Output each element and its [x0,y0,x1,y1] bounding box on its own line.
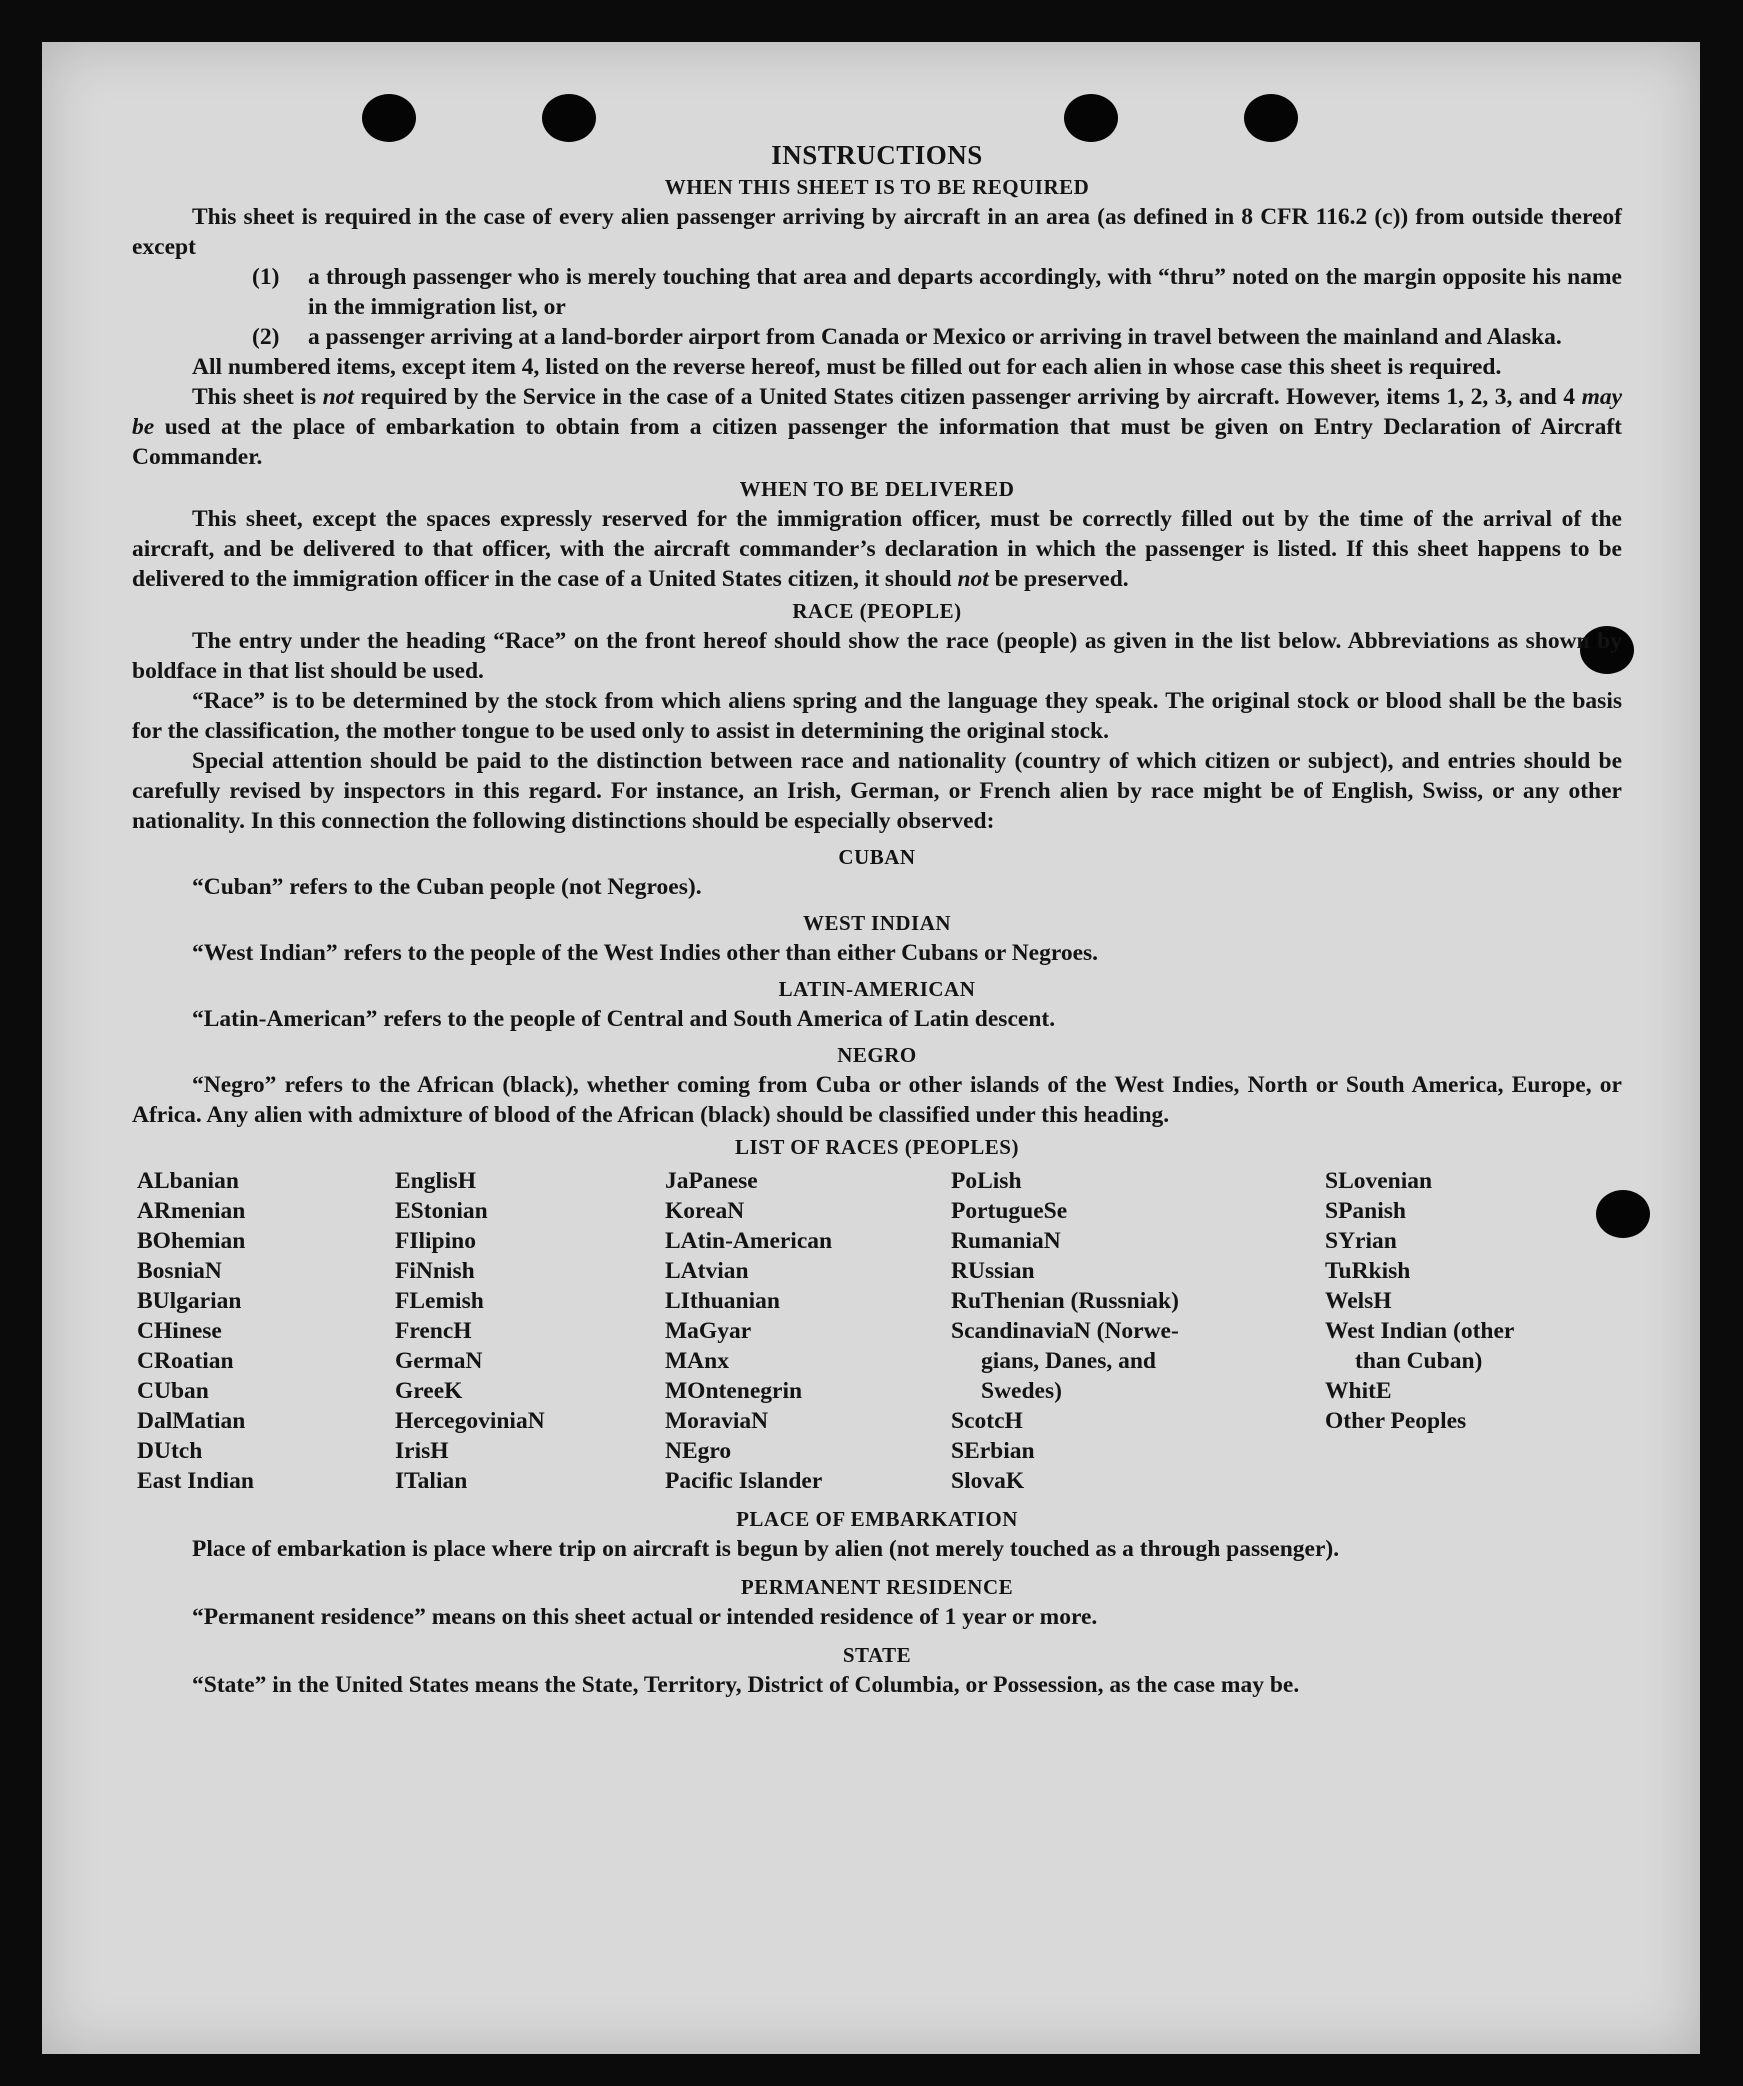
race-entry: BosniaN [137,1258,222,1284]
race-entry: EStonian [395,1198,488,1224]
exception-item [252,262,1622,322]
race-entry: LIthuanian [665,1288,780,1314]
race-entry: ITalian [395,1468,468,1494]
paragraph-residence: “Permanent residence” means on this sheet actual or intended residence of 1 year or more. [192,1604,1098,1630]
race-entry: DUtch [137,1438,203,1464]
paragraph-state: “State” in the United States means the State, Territory, District of Columbia, or Possession, as the case may be. [192,1672,1300,1698]
race-entry: CUban [137,1378,209,1404]
section-heading-embarkation: PLACE OF EMBARKATION [736,1507,1018,1531]
section-heading-races-list: LIST OF RACES (PEOPLES) [735,1135,1019,1159]
section-heading-race: RACE (PEOPLE) [792,599,962,623]
races-list [137,1166,1622,1496]
citizen-emphasis-not: not [322,384,354,410]
race-entry: SYrian [1325,1228,1397,1254]
race-entry: FrencH [395,1318,472,1344]
race-entry-continued: gians, Danes, and [981,1348,1156,1374]
race-entry: WhitE [1325,1378,1392,1404]
paragraph-when-required-intro: This sheet is required in the case of every alien passenger arriving by aircraft in an area (as defined in 8 CFR 116.2 (c)) from outside thereof except [132,204,1622,260]
exception-number: (1) [252,264,280,290]
delivered-text-a: This sheet, except the spaces expressly reserved for the immigration officer, must be correctly filled out by the time of the arrival of the aircraft, and be delivered to that officer, with the aircraft commander’s declaration in which the passenger is listed. If this sheet happens to be delivered to the immigration officer in the case of a United States citizen, it should [132,506,1622,592]
delivered-text-b: be preserved. [994,566,1129,592]
race-entry: SlovaK [951,1468,1025,1494]
punch-hole [542,94,596,142]
race-entry: MoraviaN [665,1408,769,1434]
definition-text: “Negro” refers to the African (black), whether coming from Cuba or other islands of the West Indies, North or South America, Europe, or Africa. Any alien with admixture of blood of the African (black) should be classified under this heading. [132,1072,1622,1128]
race-entry: MAnx [665,1348,729,1374]
paragraph-embarkation: Place of embarkation is place where trip on aircraft is begun by alien (not merely touched as a through passenger). [192,1536,1340,1562]
paragraph-race-3: Special attention should be paid to the distinction between race and nationality (country of which citizen or subject), and entries should be carefully revised by inspectors in this regard. For instance, an Irish, German, or French alien by race might be of English, Swiss, or any other nationality. In this connection the following distinctions should be especially observed: [132,748,1622,834]
exception-text: a passenger arriving at a land-border airport from Canada or Mexico or arriving in travel between the mainland and Alaska. [308,324,1562,350]
race-entry: PortugueSe [951,1198,1068,1224]
race-entry: East Indian [137,1468,254,1494]
paragraph-race-2: “Race” is to be determined by the stock from which aliens spring and the language they speak. The original stock or blood shall be the basis for the classification, the mother tongue to be used only to assist in determining the original stock. [132,688,1622,744]
race-entry: IrisH [395,1438,449,1464]
exception-text: a through passenger who is merely touching that area and departs accordingly, with “thru” noted on the margin opposite his name in the immigration list, or [308,264,1622,320]
definition-text: “Cuban” refers to the Cuban people (not Negroes). [192,874,702,900]
race-entry: DalMatian [137,1408,246,1434]
citizen-text-b: required by the Service in the case of a United States citizen passenger arriving by aircraft. However, items 1, 2, 3, and 4 [360,384,1576,410]
race-entry: Pacific Islander [665,1468,823,1494]
definition-heading: CUBAN [838,845,916,869]
races-column [665,1166,951,1496]
race-entry: MOntenegrin [665,1378,803,1404]
delivered-emphasis-not: not [957,566,989,592]
definition-heading: WEST INDIAN [802,911,952,935]
section-heading-when-delivered: WHEN TO BE DELIVERED [739,477,1015,501]
definition-text: “Latin-American” refers to the people of Central and South America of Latin descent. [192,1006,1056,1032]
race-entry: GreeK [395,1378,463,1404]
race-entry: RumaniaN [951,1228,1061,1254]
races-column [137,1166,395,1496]
race-entry: RUssian [951,1258,1035,1284]
definition-heading: NEGRO [837,1043,917,1067]
race-entry: HercegoviniaN [395,1408,545,1434]
race-entry: BOhemian [137,1228,246,1254]
race-entry: PoLish [951,1168,1022,1194]
race-entry: EnglisH [395,1168,476,1194]
paragraph-race-1: The entry under the heading “Race” on the front hereof should show the race (people) as given in the list below. Abbreviations as shown by boldface in that list should be used. [132,628,1622,684]
paragraph-citizen [132,382,1622,472]
race-entry: ALbanian [137,1168,239,1194]
race-entry: West Indian (other [1325,1318,1515,1344]
race-entry: SLovenian [1325,1168,1433,1194]
race-entry: KoreaN [665,1198,745,1224]
race-entry: CHinese [137,1318,222,1344]
race-entry: FIlipino [395,1228,476,1254]
race-entry: LAtin-American [665,1228,833,1254]
definition-text: “West Indian” refers to the people of the West Indies other than either Cubans or Negroes. [192,940,1099,966]
punch-hole [1064,94,1118,142]
race-entry: NEgro [665,1438,732,1464]
race-entry: LAtvian [665,1258,749,1284]
punch-hole [362,94,416,142]
races-column [395,1166,665,1496]
races-column [1325,1166,1625,1496]
race-entry-continued: Swedes) [981,1378,1062,1404]
exception-number: (2) [252,324,280,350]
citizen-emphasis-may-be: may be [132,384,1623,440]
page-title: INSTRUCTIONS [771,140,983,170]
citizen-text-a: This sheet is [192,384,317,410]
race-entry: RuThenian (Russniak) [951,1288,1179,1314]
exception-item [252,322,1622,352]
section-heading-state: STATE [842,1643,912,1667]
section-heading-when-required: WHEN THIS SHEET IS TO BE REQUIRED [664,175,1090,199]
race-entry: GermaN [395,1348,483,1374]
race-entry: ScandinaviaN (Norwe- [951,1318,1179,1344]
race-entry: TuRkish [1325,1258,1411,1284]
section-heading-residence: PERMANENT RESIDENCE [740,1575,1014,1599]
race-entry: CRoatian [137,1348,234,1374]
race-entry: JaPanese [665,1168,758,1194]
race-entry: Other Peoples [1325,1408,1467,1434]
paragraph-numbered-items: All numbered items, except item 4, listed on the reverse hereof, must be filled out for each alien in whose case this sheet is required. [192,354,1502,380]
race-entry: ScotcH [951,1408,1023,1434]
instructions-content [132,140,1622,1700]
race-entry: FiNnish [395,1258,475,1284]
race-entry: FLemish [395,1288,484,1314]
race-entry: WelsH [1325,1288,1392,1314]
race-entry: SPanish [1325,1198,1406,1224]
paragraph-when-delivered [132,504,1622,594]
citizen-text-c: used at the place of embarkation to obtain from a citizen passenger the information that must be given on Entry Declaration of Aircraft Commander. [132,414,1622,470]
race-entry: BUlgarian [137,1288,242,1314]
race-entry: ARmenian [137,1198,246,1224]
race-entry: MaGyar [665,1318,752,1344]
race-entry: SErbian [951,1438,1035,1464]
definition-heading: LATIN-AMERICAN [778,977,976,1001]
punch-hole [1244,94,1298,142]
document-sheet [42,42,1700,2054]
races-column [951,1166,1325,1496]
race-entry-continued: than Cuban) [1355,1348,1483,1374]
